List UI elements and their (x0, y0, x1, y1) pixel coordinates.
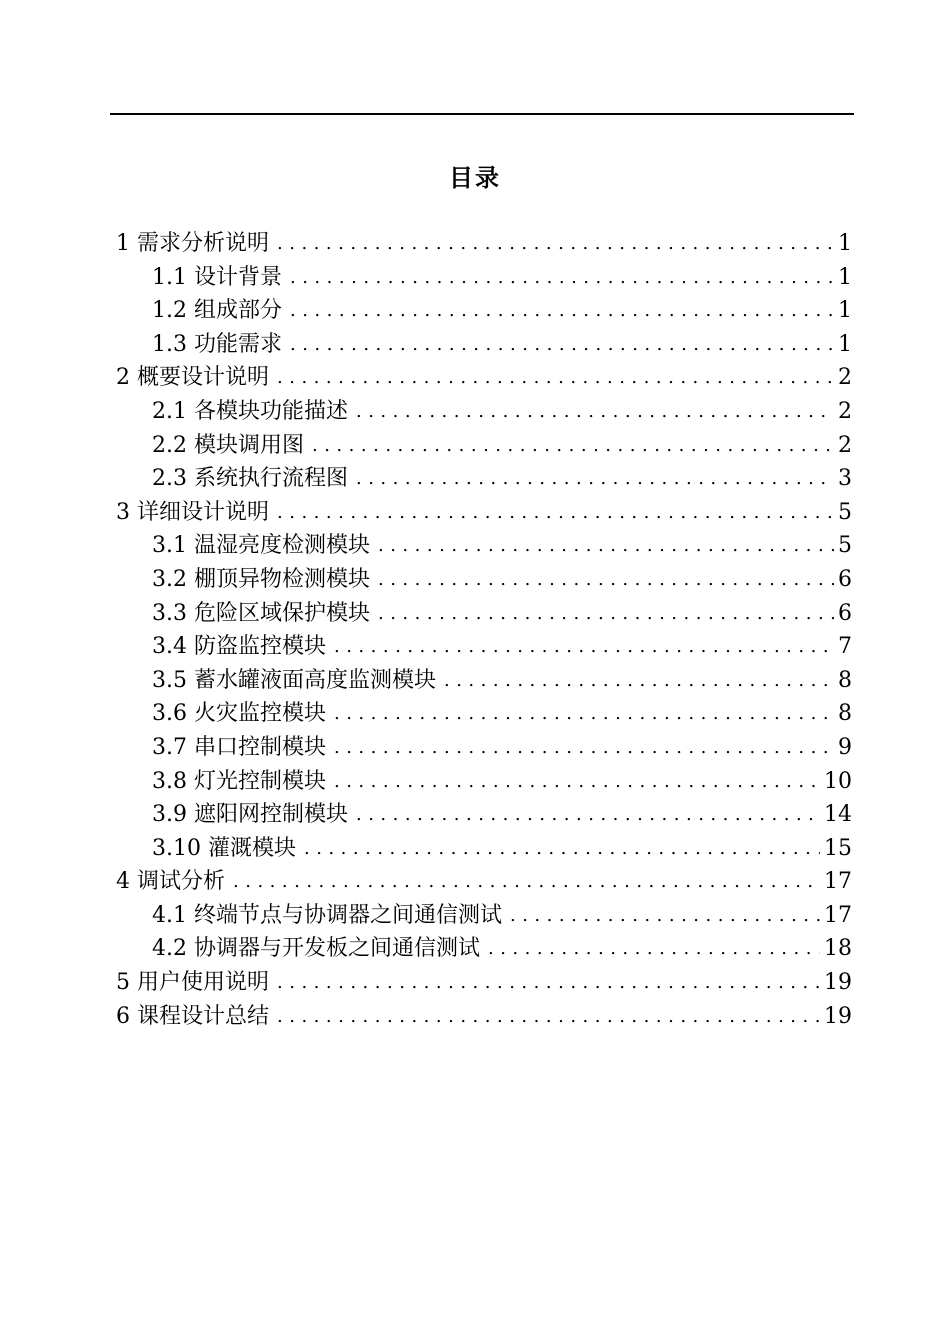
toc-entry[interactable] (116, 462, 852, 496)
toc-entry[interactable] (116, 731, 852, 765)
toc-dot-leader (356, 462, 834, 496)
header-rule (110, 113, 854, 115)
toc-entry-page: 19 (824, 1003, 852, 1029)
toc-dot-leader (277, 966, 820, 1000)
toc-dot-leader (378, 563, 834, 597)
toc-entry[interactable] (116, 227, 852, 261)
toc-entry-label: 3.6 火灾监控模块 (152, 701, 326, 727)
toc-entry-label: 3.7 串口控制模块 (152, 734, 326, 760)
toc-title: 目录 (449, 164, 501, 192)
toc-entry-label: 3.9 遮阳网控制模块 (152, 802, 348, 828)
toc-entry-label: 6 课程设计总结 (116, 1003, 269, 1029)
toc-dot-leader (378, 529, 834, 563)
toc-entry-label: 1.2 组成部分 (152, 298, 282, 324)
toc-dot-leader (444, 664, 834, 698)
toc-entry[interactable] (116, 429, 852, 463)
toc-dot-leader (277, 496, 834, 530)
toc-entry[interactable] (116, 395, 852, 429)
toc-entry[interactable] (116, 664, 852, 698)
toc-entry-label: 4 调试分析 (116, 869, 225, 895)
toc-entry-page: 8 (838, 701, 852, 727)
toc-entry-label: 3.2 棚顶异物检测模块 (152, 566, 370, 592)
toc-entry-page: 5 (838, 533, 852, 559)
toc-entry[interactable] (116, 966, 852, 1000)
toc-entry[interactable] (116, 563, 852, 597)
toc-entry[interactable] (116, 630, 852, 664)
toc-dot-leader (290, 328, 834, 362)
toc-dot-leader (277, 1000, 820, 1034)
toc-entry[interactable] (116, 261, 852, 295)
toc-entry[interactable] (116, 832, 852, 866)
toc-dot-leader (233, 865, 820, 899)
table-of-contents (116, 227, 852, 1033)
toc-entry[interactable] (116, 328, 852, 362)
toc-dot-leader (290, 261, 834, 295)
toc-entry-label: 3.10 灌溉模块 (152, 835, 296, 861)
toc-entry[interactable] (116, 361, 852, 395)
toc-dot-leader (334, 697, 834, 731)
toc-entry[interactable] (116, 932, 852, 966)
toc-entry-label: 2.1 各模块功能描述 (152, 398, 348, 424)
toc-entry-page: 7 (838, 634, 852, 660)
toc-dot-leader (378, 597, 834, 631)
toc-entry-page: 1 (838, 264, 852, 290)
toc-entry-page: 17 (824, 902, 852, 928)
toc-entry-label: 3.8 灯光控制模块 (152, 768, 326, 794)
toc-entry-label: 1.1 设计背景 (152, 264, 282, 290)
toc-dot-leader (304, 832, 820, 866)
toc-dot-leader (277, 361, 834, 395)
toc-dot-leader (488, 932, 820, 966)
toc-entry-label: 3 详细设计说明 (116, 499, 269, 525)
toc-entry-label: 5 用户使用说明 (116, 970, 269, 996)
toc-entry-page: 6 (838, 600, 852, 626)
toc-entry[interactable] (116, 899, 852, 933)
toc-dot-leader (510, 899, 820, 933)
toc-entry-page: 1 (838, 331, 852, 357)
toc-entry-page: 2 (838, 365, 852, 391)
toc-entry[interactable] (116, 597, 852, 631)
toc-entry-label: 3.3 危险区域保护模块 (152, 600, 370, 626)
toc-entry[interactable] (116, 496, 852, 530)
toc-dot-leader (334, 731, 834, 765)
toc-entry-label: 3.4 防盗监控模块 (152, 634, 326, 660)
toc-entry[interactable] (116, 697, 852, 731)
toc-entry[interactable] (116, 798, 852, 832)
toc-entry-page: 1 (838, 231, 852, 256)
toc-entry-label: 2.3 系统执行流程图 (152, 466, 348, 492)
toc-entry[interactable] (116, 765, 852, 799)
toc-entry-page: 18 (824, 936, 852, 962)
toc-dot-leader (356, 395, 834, 429)
toc-entry-label: 2.2 模块调用图 (152, 432, 304, 458)
toc-entry-label: 3.5 蓄水罐液面高度监测模块 (152, 667, 436, 693)
toc-dot-leader (356, 798, 820, 832)
toc-dot-leader (334, 765, 820, 799)
toc-entry-page: 3 (838, 466, 852, 492)
toc-entry-label: 4.2 协调器与开发板之间通信测试 (152, 936, 480, 962)
toc-entry-page: 19 (824, 970, 852, 996)
toc-entry[interactable] (116, 529, 852, 563)
toc-dot-leader (334, 630, 834, 664)
toc-dot-leader (290, 294, 834, 328)
toc-entry-page: 6 (838, 566, 852, 592)
toc-entry-label: 2 概要设计说明 (116, 365, 269, 391)
toc-dot-leader (277, 227, 834, 261)
toc-dot-leader (312, 429, 834, 463)
toc-entry-page: 2 (838, 432, 852, 458)
toc-entry-page: 9 (838, 734, 852, 760)
toc-entry-label: 1 需求分析说明 (116, 231, 269, 256)
toc-entry[interactable] (116, 294, 852, 328)
toc-entry-page: 8 (838, 667, 852, 693)
toc-entry-page: 5 (838, 499, 852, 525)
toc-entry[interactable] (116, 1000, 852, 1034)
toc-entry-page: 10 (824, 768, 852, 794)
toc-entry-label: 1.3 功能需求 (152, 331, 282, 357)
toc-entry[interactable] (116, 865, 852, 899)
toc-entry-page: 1 (838, 298, 852, 324)
toc-entry-page: 17 (824, 869, 852, 895)
toc-entry-page: 14 (824, 802, 852, 828)
toc-entry-label: 3.1 温湿亮度检测模块 (152, 533, 370, 559)
toc-entry-page: 15 (824, 835, 852, 861)
toc-entry-page: 2 (838, 398, 852, 424)
toc-entry-label: 4.1 终端节点与协调器之间通信测试 (152, 902, 502, 928)
